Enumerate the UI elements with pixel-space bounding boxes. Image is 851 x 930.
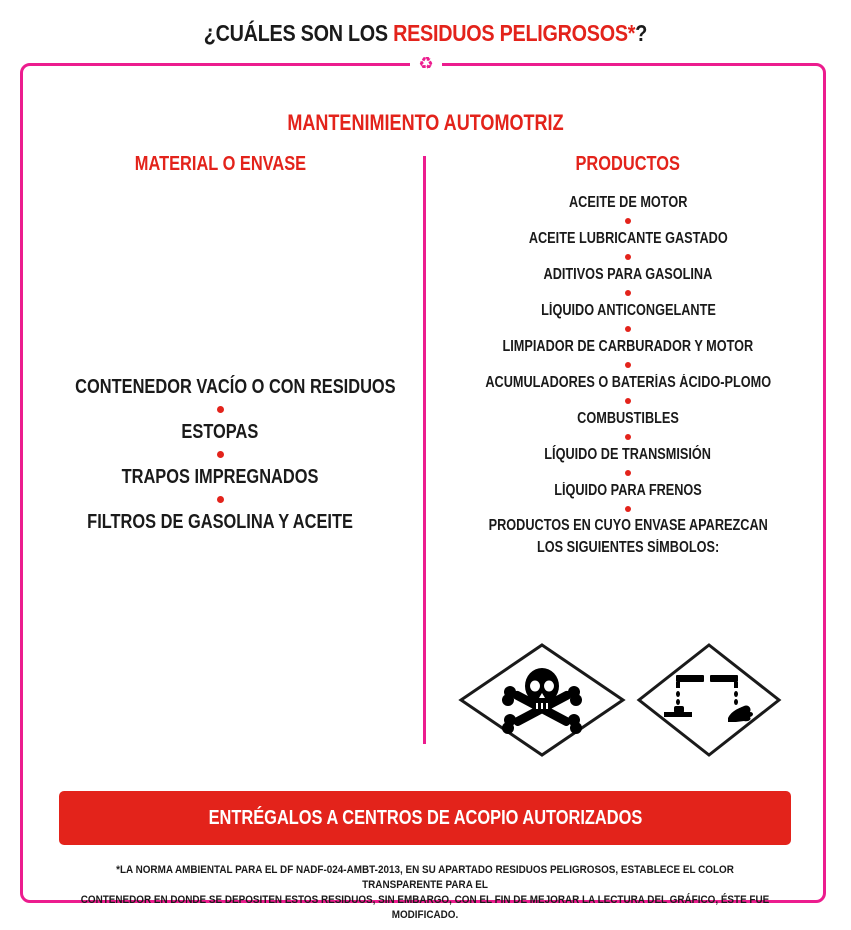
page-title-start: ¿CUÁLES SON LOS [203,20,394,46]
list-item: LÍQUIDO PARA FRENOS [554,482,702,499]
page-title [60,20,792,47]
bullet-dot [625,254,631,260]
list-item: PRODUCTOS EN CUYO ENVASE APAREZCAN LOS SIGUIENTES SÍMBOLOS: [488,517,768,556]
cta-banner: ENTRÉGALOS A CENTROS DE ACOPIO AUTORIZADOS [59,791,791,845]
recycle-icon: ♻ [410,53,442,75]
bullet-dot [625,362,631,368]
list-item: ADITIVOS PARA GASOLINA [543,266,713,283]
section-title: MANTENIMIENTO AUTOMOTRIZ [287,110,564,135]
right-column-title: PRODUCTOS [575,153,681,175]
corrosive-icon [636,642,782,758]
bullet-dot [625,398,631,404]
bullet-dot [625,506,631,512]
column-divider [423,156,426,744]
bullet-dot [625,470,631,476]
bullet-dot [217,406,224,413]
list-item: LÍQUIDO ANTICONGELANTE [540,302,716,319]
bullet-dot [625,326,631,332]
list-item: ACUMULADORES O BATERÍAS ÁCIDO-PLOMO [485,374,771,391]
bullet-dot [217,451,224,458]
left-column-title: MATERIAL O ENVASE [134,153,306,175]
list-item: CONTENEDOR VACÍO O CON RESIDUOS [75,376,396,398]
products-list [448,191,808,559]
list-item: COMBUSTIBLES [577,410,679,427]
skull-crossbones-icon [458,642,626,758]
bullet-dot [625,290,631,296]
bullet-dot [625,434,631,440]
list-item: LIMPIADOR DE CARBURADOR Y MOTOR [502,338,754,355]
footnote: *LA NORMA AMBIENTAL PARA EL DF NADF-024-AMBT-2013, EN SU APARTADO RESIDUOS PELIGROSOS, ESTABLECE EL COLOR TRANSPARENTE PARA EL CONTENEDOR EN DONDE SE DEPOSITEN ESTOS RESIDUOS, SIN EMBARGO, CON EL FIN DE MEJORAR LA LECTURA DEL GRÁFICO, ÉSTE FUE MODIFICADO. [80,864,770,921]
list-item: ACEITE DE MOTOR [568,194,688,211]
list-item: TRAPOS IMPREGNADOS [121,466,319,488]
material-list [40,372,400,537]
list-item: ESTOPAS [181,421,259,443]
list-item: FILTROS DE GASOLINA Y ACEITE [87,511,353,533]
page-title-end: ? [635,20,648,46]
bullet-dot [625,218,631,224]
list-item: ACEITE LUBRICANTE GASTADO [528,230,728,247]
page-title-highlight: RESIDUOS PELIGROSOS* [393,20,636,46]
list-item: LÍQUIDO DE TRANSMISIÓN [544,446,712,463]
bullet-dot [217,496,224,503]
